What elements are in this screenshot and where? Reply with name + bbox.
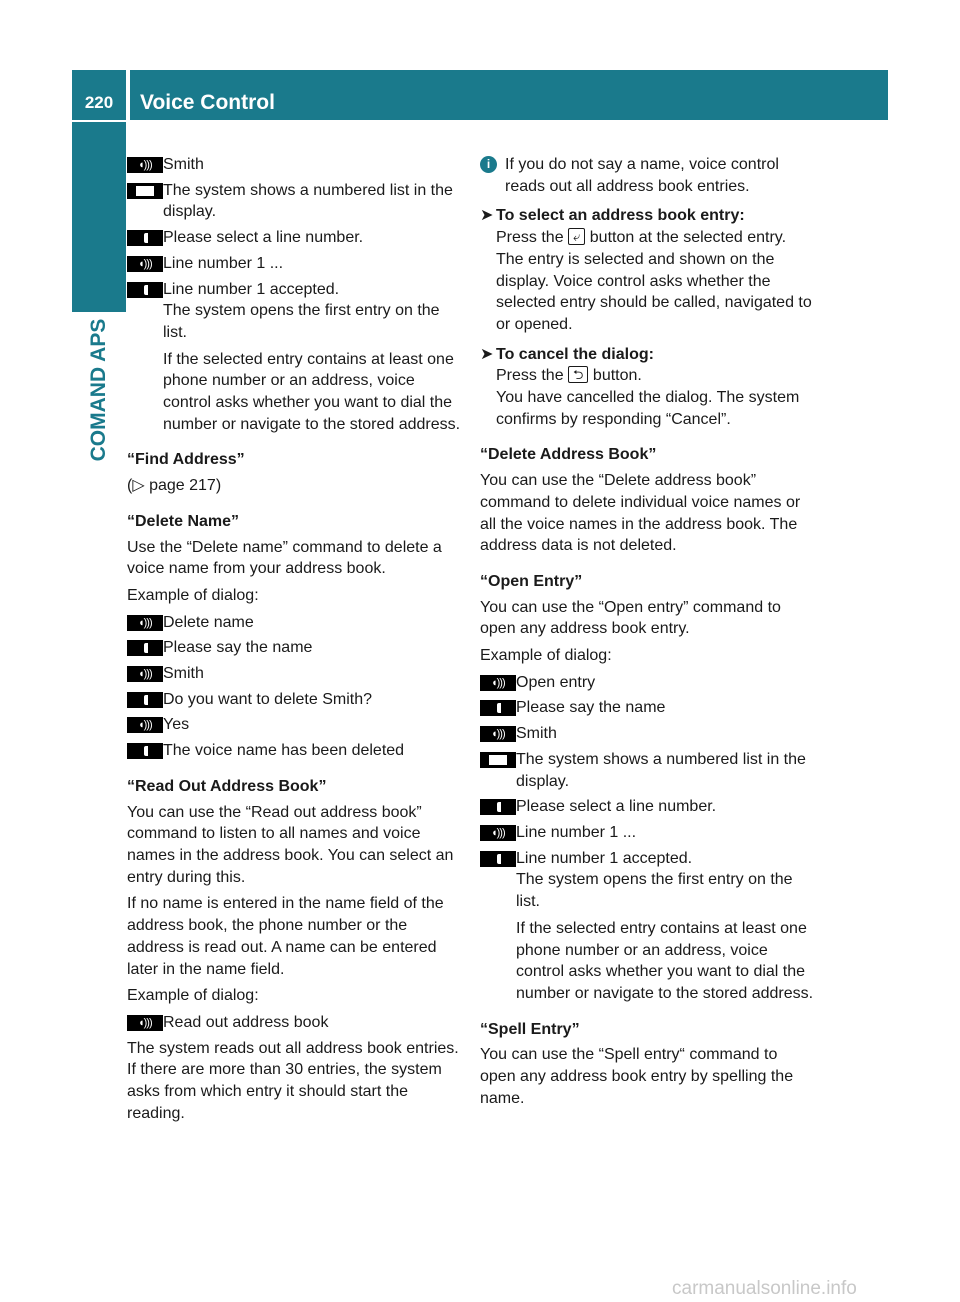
dialog-text bbox=[516, 723, 814, 745]
heading-spell-entry: “Spell Entry” bbox=[480, 1020, 580, 1038]
user-speech-icon: ◖))) bbox=[127, 157, 163, 173]
paragraph: Use the “Delete name” command to delete a voice name from your address book. bbox=[127, 538, 442, 578]
dialog-line-system bbox=[127, 637, 461, 659]
paragraph: You can use the “Spell entry“ command to open any address book entry by spelling the name. bbox=[480, 1046, 794, 1107]
page-number: 220 bbox=[84, 93, 114, 112]
dialog-line-user bbox=[127, 1012, 461, 1034]
user-speech-icon: ◖))) bbox=[480, 825, 516, 841]
system-speaker-icon bbox=[127, 230, 163, 246]
system-speaker-icon bbox=[127, 692, 163, 708]
dialog-list bbox=[480, 672, 814, 1005]
paragraph: If no name is entered in the name field of the address book, the phone number or the address is read out. A name can be entered later in the name field. bbox=[127, 895, 444, 978]
dialog-text bbox=[163, 714, 461, 736]
dialog-text bbox=[516, 848, 814, 1005]
dialog-list bbox=[127, 1012, 461, 1034]
step-title: To select an address book entry: bbox=[496, 207, 745, 225]
system-speaker-icon bbox=[480, 700, 516, 716]
dialog-icon-wrap bbox=[127, 183, 163, 199]
dialog-text-paragraph: Open entry bbox=[516, 673, 596, 691]
dialog-text bbox=[163, 740, 461, 762]
dialog-line-user bbox=[127, 154, 461, 176]
heading-delete-address-book: “Delete Address Book” bbox=[480, 446, 657, 464]
dialog-line-user bbox=[127, 253, 461, 275]
dialog-text bbox=[163, 154, 461, 176]
heading-open-entry: “Open Entry” bbox=[480, 572, 583, 590]
dialog-text bbox=[163, 637, 461, 659]
info-icon: i bbox=[480, 156, 497, 173]
dialog-list bbox=[127, 612, 461, 762]
phone-key-icon: ⤶ bbox=[568, 228, 585, 245]
dialog-text-paragraph: The system shows a numbered list in the display. bbox=[516, 750, 806, 790]
step-arrow-icon: ➤ bbox=[480, 345, 494, 363]
dialog-text-paragraph: If the selected entry contains at least one phone number or an address, voice control asks whether you want to dial the number or navigate to the stored address. bbox=[163, 350, 461, 433]
dialog-icon-wrap bbox=[127, 256, 163, 272]
display-icon bbox=[127, 183, 163, 199]
dialog-line-user bbox=[127, 612, 461, 634]
dialog-text bbox=[516, 822, 814, 844]
right-column bbox=[480, 154, 814, 1114]
dialog-line-display bbox=[127, 180, 461, 223]
dialog-text bbox=[516, 697, 814, 719]
dialog-line-user bbox=[480, 822, 814, 844]
dialog-text-paragraph: Please select a line number. bbox=[516, 798, 717, 816]
dialog-text-paragraph: Do you want to delete Smith? bbox=[163, 690, 373, 708]
dialog-text-paragraph: The system shows a numbered list in the display. bbox=[163, 181, 453, 221]
dialog-text-paragraph: Please say the name bbox=[163, 639, 313, 657]
dialog-text-paragraph: Smith bbox=[516, 725, 557, 743]
dialog-line-system bbox=[480, 848, 814, 1005]
system-speaker-icon bbox=[127, 282, 163, 298]
dialog-icon-wrap bbox=[480, 851, 516, 867]
step-instruction bbox=[496, 227, 814, 249]
user-speech-icon: ◖))) bbox=[127, 666, 163, 682]
dialog-icon-wrap bbox=[127, 230, 163, 246]
paragraph: Example of dialog: bbox=[127, 987, 259, 1005]
watermark: carmanualsonline.info bbox=[672, 1278, 857, 1299]
user-speech-icon: ◖))) bbox=[127, 615, 163, 631]
system-speaker-icon bbox=[127, 640, 163, 656]
dialog-icon-wrap bbox=[480, 825, 516, 841]
step-result: The entry is selected and shown on the display. Voice control asks whether the selected entry should be called, navigated to or opened. bbox=[496, 250, 812, 333]
info-text: If you do not say a name, voice control reads out all address book entries. bbox=[505, 156, 779, 195]
dialog-text-paragraph: Line number 1 accepted. The system opens the first entry on the list. bbox=[163, 280, 440, 341]
dialog-icon-wrap bbox=[127, 1015, 163, 1031]
dialog-icon-wrap bbox=[127, 692, 163, 708]
dialog-text-paragraph: The voice name has been deleted bbox=[163, 742, 405, 760]
dialog-line-display bbox=[480, 749, 814, 792]
user-speech-icon: ◖))) bbox=[127, 1015, 163, 1031]
dialog-text bbox=[163, 1012, 461, 1034]
header-divider bbox=[126, 70, 130, 120]
heading-delete-name: “Delete Name” bbox=[127, 512, 240, 530]
dialog-text bbox=[516, 796, 814, 818]
info-note bbox=[480, 154, 814, 197]
dialog-text bbox=[163, 227, 461, 249]
dialog-text bbox=[516, 672, 814, 694]
heading-find-address: “Find Address” bbox=[127, 451, 245, 469]
display-icon bbox=[480, 752, 516, 768]
step-select-entry bbox=[480, 205, 814, 335]
paragraph: You can use the “Open entry” command to open any address book entry. bbox=[480, 598, 781, 638]
system-speaker-icon bbox=[480, 799, 516, 815]
dialog-icon-wrap bbox=[127, 615, 163, 631]
dialog-icon-wrap bbox=[127, 640, 163, 656]
dialog-line-system bbox=[127, 279, 461, 436]
system-speaker-icon bbox=[480, 851, 516, 867]
user-speech-icon: ◖))) bbox=[480, 675, 516, 691]
dialog-line-system bbox=[480, 796, 814, 818]
dialog-line-system bbox=[127, 689, 461, 711]
step-cancel-dialog bbox=[480, 344, 814, 431]
dialog-icon-wrap bbox=[127, 743, 163, 759]
section-title: Voice Control bbox=[140, 91, 275, 114]
dialog-icon-wrap bbox=[480, 700, 516, 716]
dialog-icon-wrap bbox=[127, 282, 163, 298]
user-speech-icon: ◖))) bbox=[480, 726, 516, 742]
press-suffix: button at the selected entry. bbox=[589, 229, 787, 247]
dialog-line-user bbox=[480, 672, 814, 694]
dialog-icon-wrap bbox=[127, 666, 163, 682]
system-speaker-icon bbox=[127, 743, 163, 759]
press-suffix: button. bbox=[592, 367, 642, 385]
side-tab bbox=[72, 122, 126, 312]
dialog-line-system bbox=[127, 227, 461, 249]
paragraph: The system reads out all address book entries. If there are more than 30 entries, the system asks from which entry it should start the reading. bbox=[127, 1039, 459, 1122]
side-tab-label: COMAND APS bbox=[87, 318, 110, 462]
left-column bbox=[127, 154, 461, 1129]
step-result: You have cancelled the dialog. The system confirms by responding “Cancel”. bbox=[496, 389, 800, 428]
paragraph: You can use the “Delete address book” command to delete individual voice names or all the voice names in the address book. The address data is not deleted. bbox=[480, 472, 801, 555]
dialog-text-paragraph: If the selected entry contains at least one phone number or an address, voice control asks whether you want to dial the number or navigate to the stored address. bbox=[516, 919, 814, 1002]
dialog-text-paragraph: Line number 1 ... bbox=[516, 823, 637, 841]
paragraph: Example of dialog: bbox=[127, 586, 259, 604]
dialog-line-system bbox=[127, 740, 461, 762]
dialog-icon-wrap bbox=[480, 675, 516, 691]
heading-read-out-address-book: “Read Out Address Book” bbox=[127, 777, 327, 795]
dialog-icon-wrap bbox=[480, 752, 516, 768]
dialog-text bbox=[163, 612, 461, 634]
dialog-text-paragraph: Delete name bbox=[163, 613, 254, 631]
dialog-text-paragraph: Line number 1 ... bbox=[163, 254, 284, 272]
dialog-text-paragraph: Please say the name bbox=[516, 699, 666, 717]
press-prefix: Press the bbox=[496, 367, 564, 385]
dialog-text bbox=[516, 749, 814, 792]
dialog-text bbox=[163, 689, 461, 711]
paragraph: You can use the “Read out address book” command to listen to all names and voice names in the address book. You can select an entry during this. bbox=[127, 803, 454, 886]
dialog-icon-wrap bbox=[127, 717, 163, 733]
dialog-icon-wrap bbox=[127, 157, 163, 173]
user-speech-icon: ◖))) bbox=[127, 717, 163, 733]
step-instruction bbox=[496, 365, 814, 387]
dialog-text bbox=[163, 663, 461, 685]
dialog-list bbox=[127, 154, 461, 435]
dialog-line-user bbox=[127, 714, 461, 736]
step-arrow-icon: ➤ bbox=[480, 207, 494, 225]
press-prefix: Press the bbox=[496, 229, 564, 247]
dialog-line-user bbox=[127, 663, 461, 685]
back-key-icon: ⮌ bbox=[568, 366, 588, 383]
dialog-icon-wrap bbox=[480, 726, 516, 742]
dialog-text-paragraph: Line number 1 accepted. The system opens the first entry on the list. bbox=[516, 849, 793, 911]
dialog-line-system bbox=[480, 697, 814, 719]
user-speech-icon: ◖))) bbox=[127, 256, 163, 272]
dialog-line-user bbox=[480, 723, 814, 745]
dialog-text-paragraph: Please select a line number. bbox=[163, 229, 364, 247]
dialog-text-paragraph: Yes bbox=[163, 716, 190, 734]
dialog-text bbox=[163, 279, 461, 436]
dialog-icon-wrap bbox=[480, 799, 516, 815]
dialog-text-paragraph: Read out address book bbox=[163, 1013, 329, 1031]
page-reference[interactable]: (▷ page 217) bbox=[127, 477, 222, 495]
dialog-text bbox=[163, 253, 461, 275]
paragraph: Example of dialog: bbox=[480, 647, 612, 665]
dialog-text-paragraph: Smith bbox=[163, 156, 204, 173]
step-title: To cancel the dialog: bbox=[496, 345, 654, 363]
dialog-text-paragraph: Smith bbox=[163, 665, 204, 683]
dialog-text bbox=[163, 180, 461, 223]
